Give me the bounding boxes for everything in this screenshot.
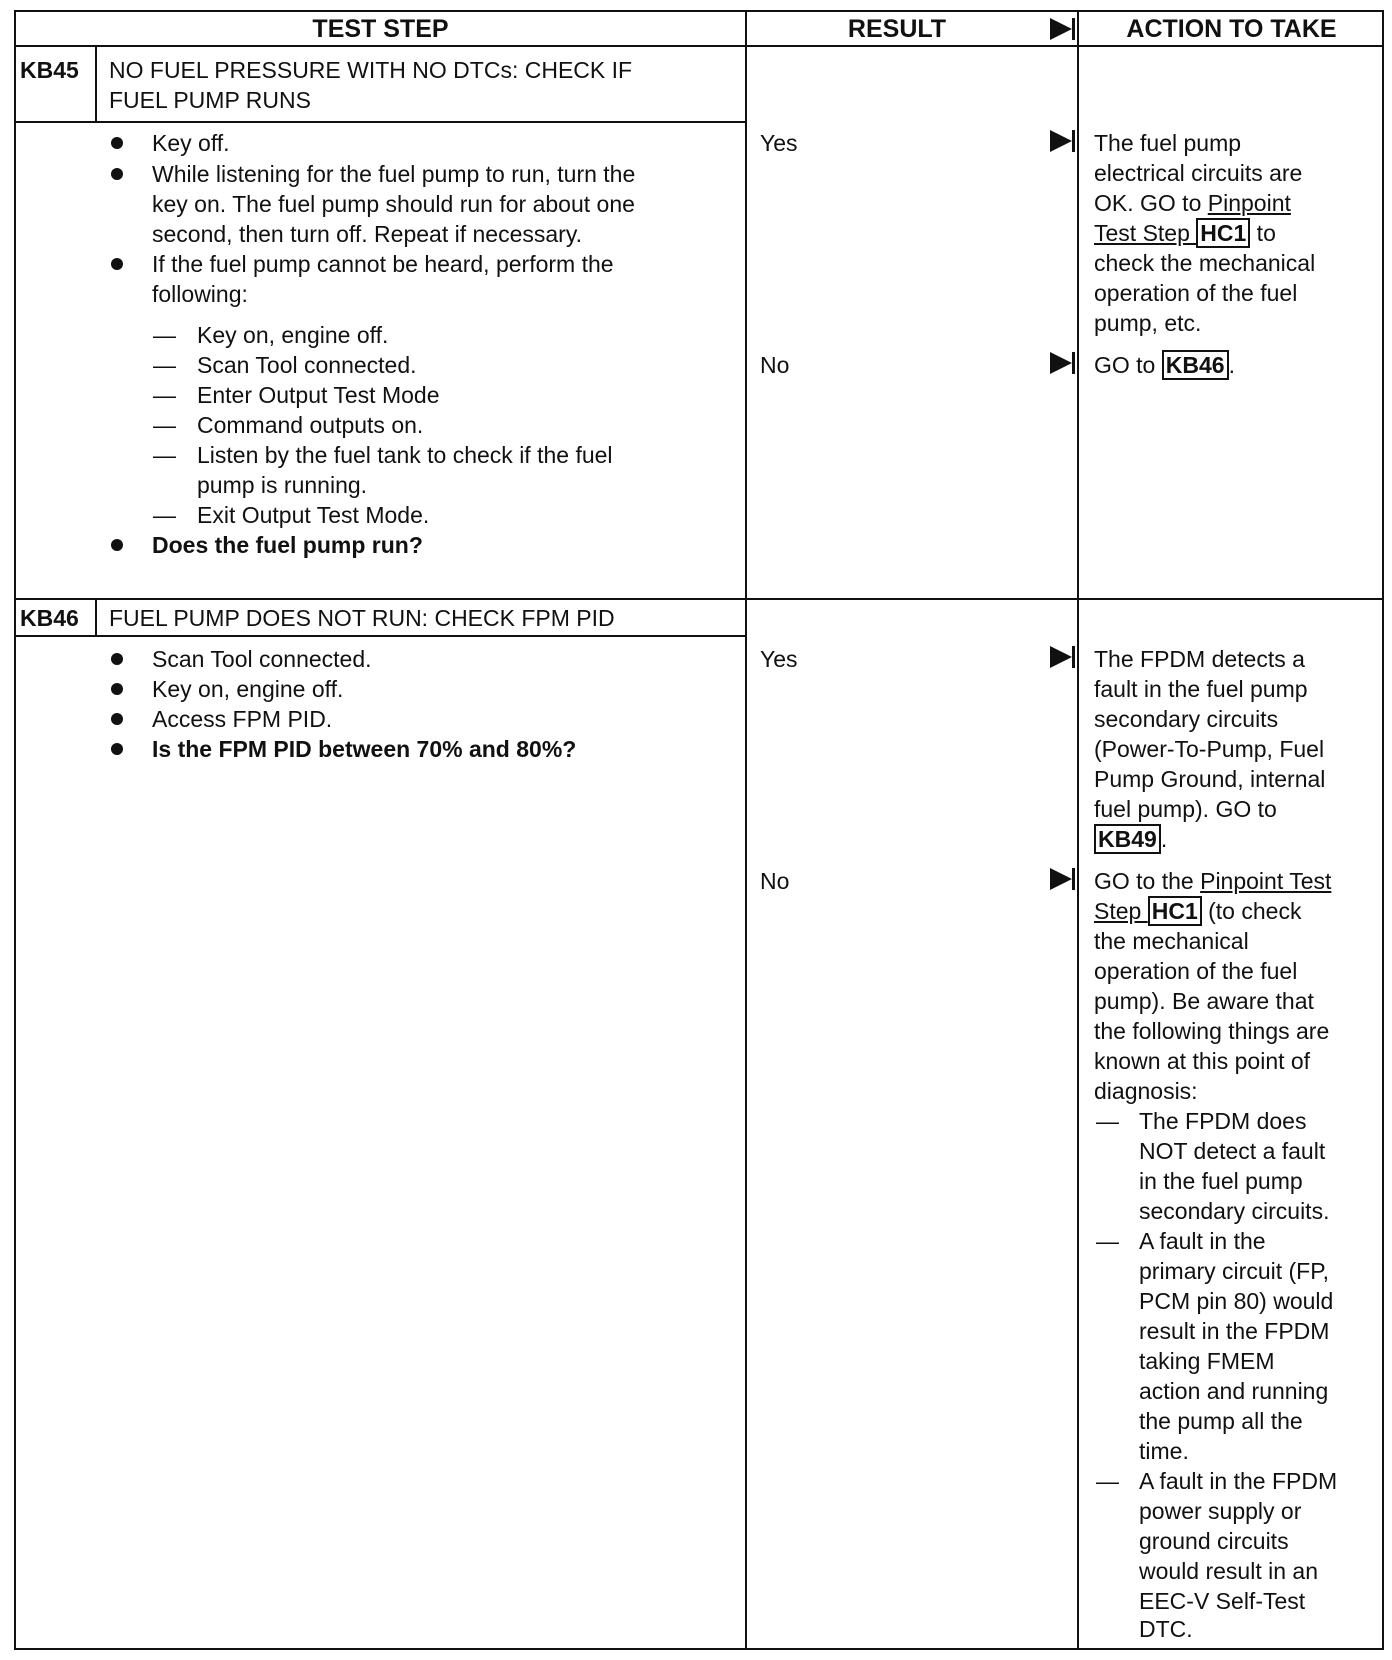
kb46-no-action-l7: known at this point of bbox=[1094, 1048, 1311, 1074]
kb45-dash-5-l2: pump is running. bbox=[197, 472, 368, 498]
kb45-bullet-2-l1: While listening for the fuel pump to run, turn the bbox=[152, 161, 636, 187]
kb46-yes-action-l6: fuel pump). GO to bbox=[1094, 796, 1277, 822]
result-arrow-icon bbox=[1050, 130, 1072, 152]
dash-glyph: — bbox=[153, 352, 176, 378]
kb45-yes-action-l2: electrical circuits are bbox=[1094, 160, 1303, 186]
kb46-sub3-l3: ground circuits bbox=[1139, 1528, 1289, 1554]
ref-kb46-link[interactable]: KB46 bbox=[1162, 350, 1229, 380]
kb45-id-divider bbox=[95, 45, 97, 123]
kb45-yes-action-l4 bbox=[1094, 218, 1276, 248]
kb45-bullet-3-l2: following: bbox=[152, 281, 248, 307]
dash-glyph: — bbox=[153, 322, 176, 348]
kb46-yes-action-l5: Pump Ground, internal bbox=[1094, 766, 1326, 792]
kb46-result-no: No bbox=[760, 868, 790, 894]
kb45-dash-5-l1: Listen by the fuel tank to check if the fuel bbox=[197, 442, 613, 468]
kb45-bullet-1: Key off. bbox=[152, 130, 230, 156]
kb45-dash-1: Key on, engine off. bbox=[197, 322, 389, 348]
dash-glyph: — bbox=[153, 382, 176, 408]
kb46-sub1-l3: in the fuel pump bbox=[1139, 1168, 1303, 1194]
kb46-yes-action-l3: secondary circuits bbox=[1094, 706, 1279, 732]
dash-glyph: — bbox=[153, 502, 176, 528]
header-result: RESULT bbox=[847, 15, 947, 43]
bullet-icon bbox=[111, 539, 123, 551]
kb45-step-id: KB45 bbox=[20, 57, 79, 83]
result-arrow-icon bbox=[1050, 646, 1072, 668]
kb46-id-divider bbox=[95, 598, 97, 637]
kb45-title-line1: NO FUEL PRESSURE WITH NO DTCs: CHECK IF bbox=[109, 57, 633, 83]
kb46-bullet-1: Scan Tool connected. bbox=[152, 646, 372, 672]
kb46-sub3-l5: EEC-V Self-Test bbox=[1139, 1588, 1306, 1614]
kb46-sub3-l1: A fault in the FPDM bbox=[1139, 1468, 1338, 1494]
dash-glyph: — bbox=[1096, 1228, 1119, 1254]
kb46-yes-action-l4: (Power-To-Pump, Fuel bbox=[1094, 736, 1325, 762]
result-arrow-bar-icon bbox=[1072, 352, 1075, 374]
kb46-sub2-l7: the pump all the bbox=[1139, 1408, 1303, 1434]
kb46-no-action-l8: diagnosis: bbox=[1094, 1078, 1198, 1104]
result-arrow-icon bbox=[1050, 352, 1072, 374]
dash-glyph: — bbox=[153, 412, 176, 438]
kb46-sub3-l2: power supply or bbox=[1139, 1498, 1302, 1524]
kb46-yes-action-l2: fault in the fuel pump bbox=[1094, 676, 1308, 702]
bullet-icon bbox=[111, 653, 123, 665]
bullet-icon bbox=[111, 137, 123, 149]
col-divider-1 bbox=[745, 10, 747, 1650]
col-divider-2 bbox=[1077, 10, 1079, 1650]
kb46-bullet-2: Key on, engine off. bbox=[152, 676, 344, 702]
dash-glyph: — bbox=[153, 442, 176, 468]
result-arrow-icon bbox=[1050, 868, 1072, 890]
bullet-icon bbox=[111, 168, 123, 180]
kb46-sub3-l6: DTC. bbox=[1139, 1616, 1193, 1642]
bullet-icon bbox=[111, 258, 123, 270]
kb46-no-action-l3: the mechanical bbox=[1094, 928, 1249, 954]
kb45-yes-action-l4a: Test Step bbox=[1094, 220, 1197, 246]
kb46-sub2-l2: primary circuit (FP, bbox=[1139, 1258, 1329, 1284]
kb45-bullet-2-l2: key on. The fuel pump should run for about one bbox=[152, 191, 635, 217]
result-arrow-bar-icon bbox=[1072, 130, 1075, 152]
header-action: ACTION TO TAKE bbox=[1126, 15, 1337, 43]
kb46-no-action-l4: operation of the fuel bbox=[1094, 958, 1298, 984]
kb45-dash-4: Command outputs on. bbox=[197, 412, 424, 438]
kb46-no-action-l2c: (to check bbox=[1201, 898, 1302, 924]
header-test-step: TEST STEP bbox=[312, 15, 449, 43]
kb46-sub2-l4: result in the FPDM bbox=[1139, 1318, 1330, 1344]
header-arrow-icon bbox=[1050, 18, 1072, 40]
kb46-title-bottom bbox=[14, 635, 747, 637]
kb45-dash-3: Enter Output Test Mode bbox=[197, 382, 440, 408]
kb45-title-bottom bbox=[14, 121, 747, 123]
kb45-bullet-3-l1: If the fuel pump cannot be heard, perform the bbox=[152, 251, 614, 277]
kb45-result-yes: Yes bbox=[760, 130, 798, 156]
kb46-no-action-l1a: GO to the bbox=[1094, 868, 1201, 894]
bullet-icon bbox=[111, 743, 123, 755]
header-divider bbox=[14, 45, 1384, 47]
kb46-no-action-l1 bbox=[1094, 866, 1331, 896]
header-arrow-bar-icon bbox=[1072, 18, 1075, 40]
kb45-yes-action-l7: pump, etc. bbox=[1094, 310, 1202, 336]
kb45-no-action-a: GO to bbox=[1094, 352, 1162, 378]
pinpoint-test-link[interactable]: Pinpoint Test bbox=[1200, 868, 1332, 894]
kb45-yes-action-l6: operation of the fuel bbox=[1094, 280, 1298, 306]
ref-kb49-link[interactable]: KB49 bbox=[1094, 824, 1161, 854]
kb45-yes-action-l5: check the mechanical bbox=[1094, 250, 1316, 276]
kb45-yes-action-l3a: OK. GO to bbox=[1094, 190, 1208, 216]
kb45-result-no: No bbox=[760, 352, 790, 378]
row-divider bbox=[14, 598, 1384, 600]
kb45-title-line2: FUEL PUMP RUNS bbox=[109, 87, 311, 113]
kb45-no-action bbox=[1094, 350, 1235, 380]
result-arrow-bar-icon bbox=[1072, 868, 1075, 890]
kb46-sub1-l4: secondary circuits. bbox=[1139, 1198, 1330, 1224]
kb45-no-action-c: . bbox=[1228, 352, 1235, 378]
kb46-no-action-l5: pump). Be aware that bbox=[1094, 988, 1314, 1014]
kb46-yes-action-l7 bbox=[1094, 824, 1167, 854]
kb46-title: FUEL PUMP DOES NOT RUN: CHECK FPM PID bbox=[109, 605, 615, 631]
kb46-question: Is the FPM PID between 70% and 80%? bbox=[152, 736, 577, 762]
kb46-sub2-l3: PCM pin 80) would bbox=[1139, 1288, 1334, 1314]
kb46-yes-action-end: . bbox=[1160, 826, 1168, 852]
kb46-sub2-l6: action and running bbox=[1139, 1378, 1329, 1404]
bullet-icon bbox=[111, 683, 123, 695]
kb46-no-action-l2a: Step bbox=[1094, 898, 1148, 924]
dash-glyph: — bbox=[1096, 1108, 1119, 1134]
kb46-result-yes: Yes bbox=[760, 646, 798, 672]
kb45-dash-2: Scan Tool connected. bbox=[197, 352, 417, 378]
kb45-yes-action-l3 bbox=[1094, 188, 1291, 218]
kb46-no-action-l2 bbox=[1094, 896, 1301, 926]
kb46-sub2-l8: time. bbox=[1139, 1438, 1189, 1464]
result-arrow-bar-icon bbox=[1072, 646, 1075, 668]
ref-hc1-link[interactable]: HC1 bbox=[1196, 218, 1250, 248]
kb46-step-id: KB46 bbox=[20, 605, 79, 631]
kb45-bullet-2-l3: second, then turn off. Repeat if necessary. bbox=[152, 221, 583, 247]
bullet-icon bbox=[111, 713, 123, 725]
kb45-dash-6: Exit Output Test Mode. bbox=[197, 502, 430, 528]
kb45-yes-action-l4c: to bbox=[1250, 220, 1276, 246]
ref-hc1-link[interactable]: HC1 bbox=[1148, 896, 1202, 926]
kb46-yes-action-l1: The FPDM detects a bbox=[1094, 646, 1305, 672]
kb46-bullet-3: Access FPM PID. bbox=[152, 706, 333, 732]
kb46-sub2-l5: taking FMEM bbox=[1139, 1348, 1275, 1374]
kb46-sub1-l1: The FPDM does bbox=[1139, 1108, 1307, 1134]
dash-glyph: — bbox=[1096, 1468, 1119, 1494]
kb45-question: Does the fuel pump run? bbox=[152, 532, 423, 558]
pinpoint-link[interactable]: Pinpoint bbox=[1207, 190, 1291, 216]
kb46-sub3-l4: would result in an bbox=[1139, 1558, 1318, 1584]
kb46-sub2-l1: A fault in the bbox=[1139, 1228, 1266, 1254]
kb46-sub1-l2: NOT detect a fault bbox=[1139, 1138, 1326, 1164]
kb45-yes-action-l1: The fuel pump bbox=[1094, 130, 1242, 156]
kb46-no-action-l6: the following things are bbox=[1094, 1018, 1330, 1044]
